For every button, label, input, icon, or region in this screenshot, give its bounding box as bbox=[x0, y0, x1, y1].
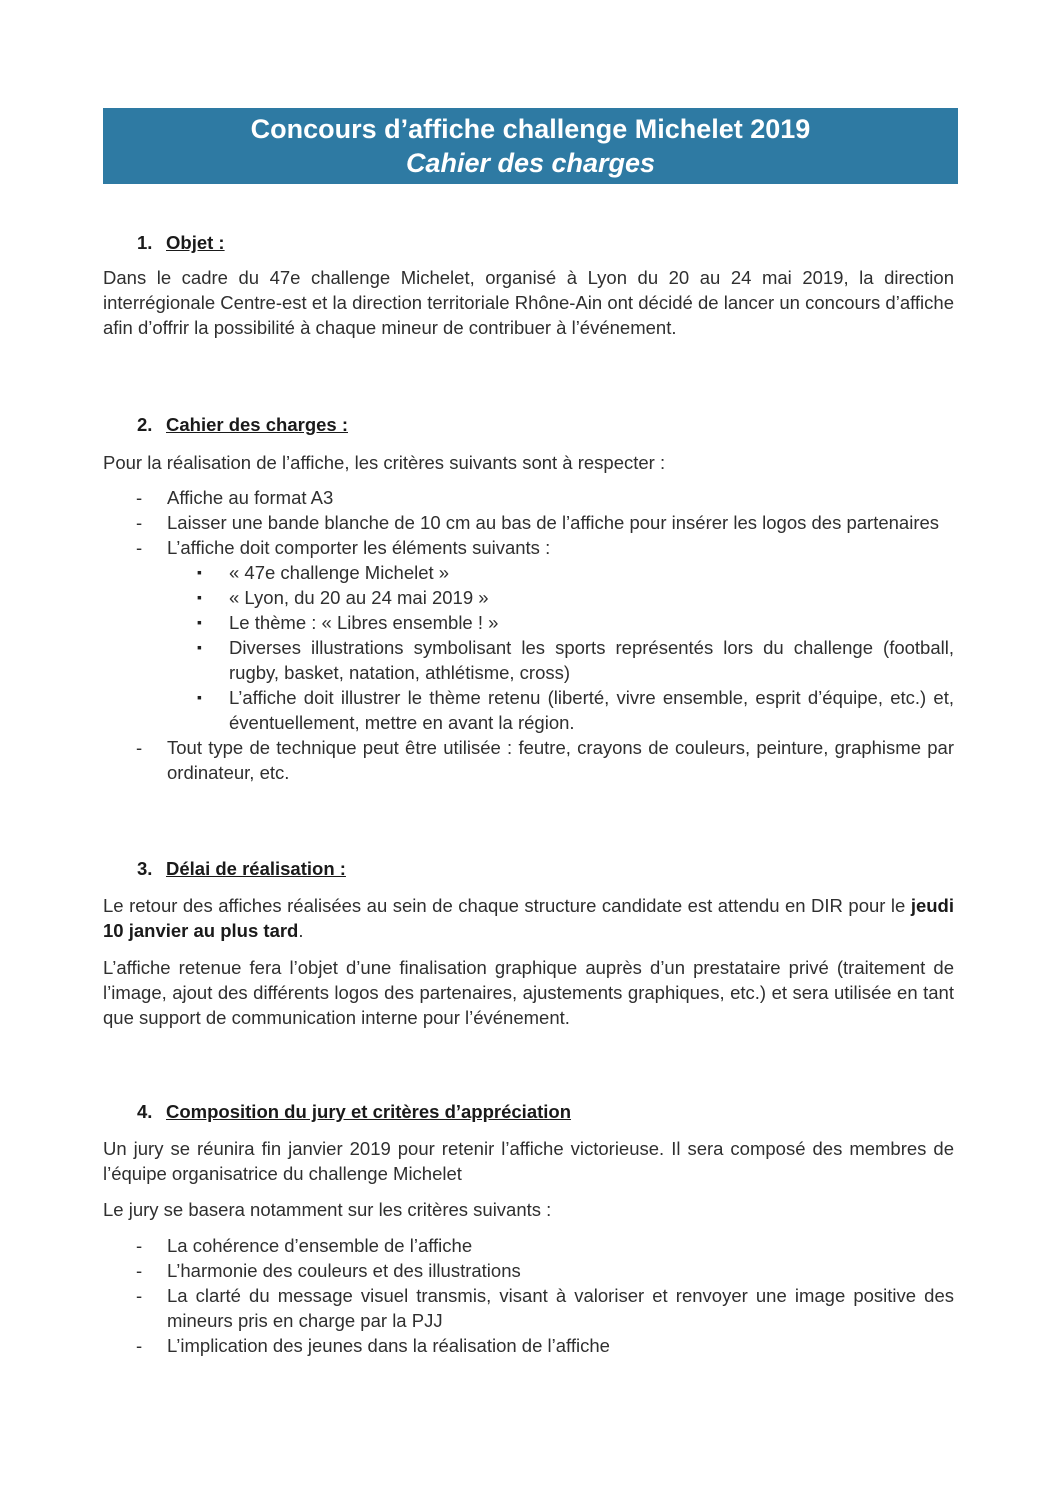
sub-list-item: ▪ Le thème : « Libres ensemble ! » bbox=[103, 610, 954, 635]
section-heading-jury bbox=[137, 1101, 571, 1123]
section-heading-objet bbox=[137, 232, 225, 254]
poster-elements-list bbox=[103, 560, 954, 735]
list-item: - La cohérence d’ensemble de l’affiche bbox=[103, 1233, 954, 1258]
section-heading-cahier bbox=[137, 414, 348, 436]
section-number: 3. bbox=[137, 858, 153, 879]
document-subtitle: Cahier des charges bbox=[405, 148, 656, 178]
objet-paragraph: Dans le cadre du 47e challenge Michelet, organisé à Lyon du 20 au 24 mai 2019, la direction interrégionale Centre-est et la direction territoriale Rhône-Ain ont décidé de lancer un concours d’affiche afin d’offrir la possibilité à chaque mineur de contribuer à l’événement. bbox=[103, 267, 954, 338]
list-item: - La clarté du message visuel transmis, visant à valoriser et renvoyer une image positive des mineurs pris en charge par la PJJ bbox=[103, 1283, 954, 1333]
deadline-date: jeudi 10 janvier au plus tard bbox=[103, 895, 954, 941]
list-item: - Laisser une bande blanche de 10 cm au bas de l’affiche pour insérer les logos des partenaires bbox=[103, 510, 954, 535]
section-number: 4. bbox=[137, 1101, 153, 1122]
sub-list-item: ▪ L’affiche doit illustrer le thème retenu (liberté, vivre ensemble, esprit d’équipe, etc.) et, éventuellement, mettre en avant la région. bbox=[103, 685, 954, 735]
delai-paragraph-1: Le retour des affiches réalisées au sein de chaque structure candidate est attendu en DIR pour le jeudi 10 janvier au plus tard. bbox=[103, 895, 954, 941]
section-label: Cahier des charges : bbox=[166, 414, 348, 435]
cahier-criteria-list bbox=[103, 485, 954, 785]
cahier-intro: Pour la réalisation de l’affiche, les critères suivants sont à respecter : bbox=[103, 452, 666, 473]
list-item: - L’affiche doit comporter les éléments suivants : ▪ « 47e challenge Michelet » ▪ « Lyon, du 20 au 24 mai 2019 » ▪ Le thème : « Libres ensemble ! » ▪ Diverses illustrations symbolisant les sports représentés lors du challenge (football, rugby, basket, natation, athlétisme, cross) ▪ L’affiche doit illustrer le thème retenu (liberté, vivre ensemble, esprit d’équipe, etc.) et, éventuellement, mettre en avant la région. bbox=[103, 535, 954, 735]
section-label: Objet : bbox=[166, 232, 225, 253]
list-item: - Tout type de technique peut être utilisée : feutre, crayons de couleurs, peinture, graphisme par ordinateur, etc. bbox=[103, 735, 954, 785]
list-item: - Affiche au format A3 bbox=[103, 485, 954, 510]
section-label: Délai de réalisation : bbox=[166, 858, 346, 879]
section-heading-delai bbox=[137, 858, 346, 880]
jury-paragraph-2: Le jury se basera notamment sur les critères suivants : bbox=[103, 1199, 552, 1220]
sub-list-item: ▪ Diverses illustrations symbolisant les sports représentés lors du challenge (football, rugby, basket, natation, athlétisme, cross) bbox=[103, 635, 954, 685]
section-label: Composition du jury et critères d’appréciation bbox=[166, 1101, 572, 1122]
jury-paragraph-1: Un jury se réunira fin janvier 2019 pour retenir l’affiche victorieuse. Il sera composé des membres de l’équipe organisatrice du challenge Michelet bbox=[103, 1138, 954, 1184]
list-item: - L’implication des jeunes dans la réalisation de l’affiche bbox=[103, 1333, 954, 1358]
jury-criteria-list bbox=[103, 1233, 954, 1358]
sub-list-item: ▪ « 47e challenge Michelet » bbox=[103, 560, 954, 585]
list-item: - L’harmonie des couleurs et des illustrations bbox=[103, 1258, 954, 1283]
section-number: 1. bbox=[137, 232, 153, 253]
title-banner bbox=[103, 108, 958, 184]
section-number: 2. bbox=[137, 414, 153, 435]
document-title: Concours d’affiche challenge Michelet 2019 bbox=[250, 114, 811, 144]
delai-paragraph-2: L’affiche retenue fera l’objet d’une finalisation graphique auprès d’un prestataire privé (traitement de l’image, ajout des différents logos des partenaires, ajustements graphiques, etc.) et sera utilisée en tant que support de communication interne pour l’événement. bbox=[103, 957, 954, 1028]
sub-list-item: ▪ « Lyon, du 20 au 24 mai 2019 » bbox=[103, 585, 954, 610]
